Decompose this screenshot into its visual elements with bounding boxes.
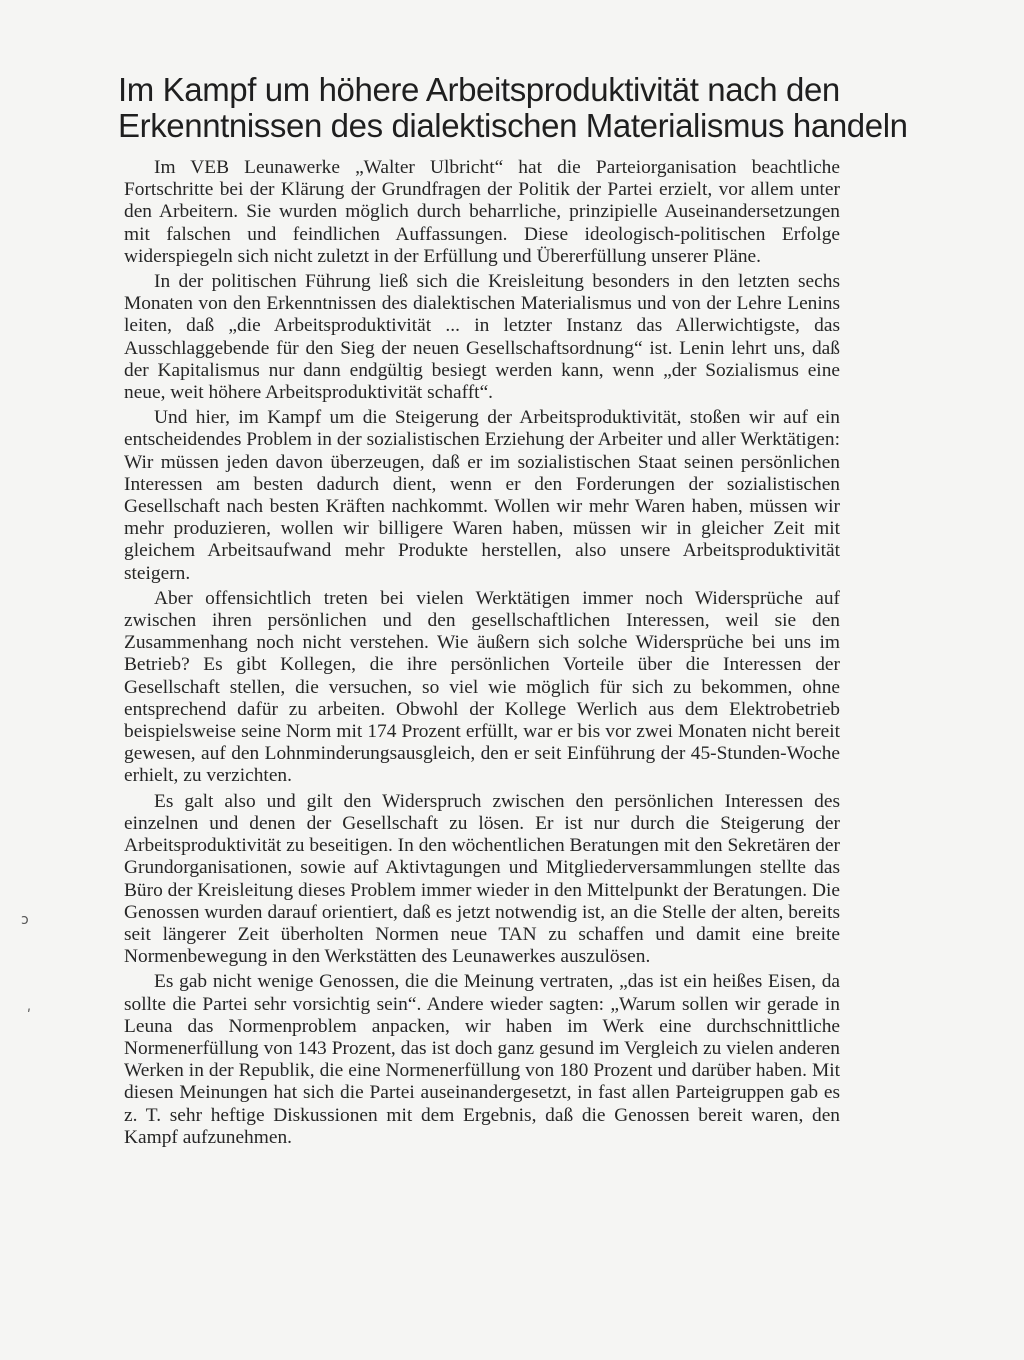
paragraph-2: In der politischen Führung ließ sich die Kreisleitung besonders in den letzten sechs Monaten von den Erkenntnissen des dialektischen Materialismus und von der Lehre Lenins leiten, daß „die Arbeitsproduktivität ... in letzter Instanz das Allerwichtigste, das Ausschlaggebende für den Sieg der neuen Gesellschaftsordnung“ ist. Lenin lehrt uns, daß der Kapitalismus nur dann endgültig besiegt werden kann, wenn „der Sozialismus eine neue, weit höhere Arbeitsproduktivität schafft“. <box>124 271 840 404</box>
title-line-1: Im Kampf um höhere Arbeitsproduktivität nach den <box>118 71 840 108</box>
page-title <box>118 71 908 144</box>
paragraph-6: Es gab nicht wenige Genossen, die die Meinung vertraten, „das ist ein heißes Eisen, da sollte die Partei sehr vorsichtig sein“. Andere wieder sagten: „Warum sollen wir gerade in Leuna das Normenproblem anpacken, wir haben im Werk eine durchschnittliche Normenerfüllung von 143 Prozent, das ist doch ganz gesund im Vergleich zu vielen anderen Werken in der Republik, die eine Normenerfüllung von 180 Prozent und darüber haben. Mit diesen Meinungen hat sich die Partei auseinandergesetzt, in fast allen Parteigruppen gab es z. T. sehr heftige Diskussionen mit dem Ergebnis, daß die Genossen bereit waren, den Kampf aufzunehmen. <box>124 971 840 1148</box>
paragraph-4: Aber offensichtlich treten bei vielen Werktätigen immer noch Widersprüche auf zwischen ihren persönlichen und den gesellschaftlichen Interessen, weil sie den Zusammenhang noch nicht verstehen. Wie äußern sich solche Widersprüche bei uns im Betrieb? Es gibt Kollegen, die ihre persönlichen Vorteile über die Interessen der Gesellschaft stellen, die versuchen, so viel wie möglich für sich zu bekommen, ohne entsprechend dafür zu arbeiten. Obwohl der Kollege Werlich aus dem Elektrobetrieb beispielsweise seine Norm mit 174 Prozent erfüllt, war er bis vor zwei Monaten nicht bereit gewesen, auf den Lohnminderungsausgleich, den er seit Einführung der 45-Stunden-Woche erhielt, zu verzichten. <box>124 587 840 787</box>
scan-mark-2: ʹ <box>27 1008 31 1024</box>
paragraph-3: Und hier, im Kampf um die Steigerung der Arbeitsproduktivität, stoßen wir auf ein entscheidendes Problem in der sozialistischen Erziehung der Arbeiter und aller Werktätigen: Wir müssen jeden davon überzeugen, daß er im sozialistischen Staat seinen persönlichen Interessen am besten dadurch dient, wenn er den Forderungen der sozialistischen Gesellschaft nach besten Kräften nachkommt. Wollen wir mehr Waren haben, müssen wir mehr produzieren, wollen wir billigere Waren haben, müssen wir in gleicher Zeit mit gleichem Arbeitsaufwand mehr Produkte herstellen, also unsere Arbeitsproduktivität steigern. <box>124 407 840 584</box>
paragraph-5: Es galt also und gilt den Widerspruch zwischen den persönlichen Interessen des einzelnen und denen der Gesellschaft zu lösen. Er ist nur durch die Steigerung der Arbeitsproduktivität zu beseitigen. In den wöchentlichen Beratungen mit den Sekretären der Grundorganisationen, sowie auf Aktivtagungen und Mitgliederversammlungen stellte das Büro der Kreisleitung dieses Problem immer wieder in den Mittelpunkt der Beratungen. Die Genossen wurden darauf orientiert, daß es jetzt notwendig ist, an die Stelle der alten, bereits seit längerer Zeit überholten Normen neue TAN zu schaffen und damit eine breite Normenbewegung in den Werkstätten des Leunawerkes auszulösen. <box>124 790 840 968</box>
paragraph-1: Im VEB Leunawerke „Walter Ulbricht“ hat die Parteiorganisation beachtliche Fortschritte bei der Klärung der Grundfragen der Politik der Partei erzielt, vor allem unter den Arbeitern. Sie wurden möglich durch beharrliche, prinzipielle Auseinandersetzungen mit falschen und feindlichen Auffassungen. Diese ideologisch-politischen Erfolge widerspiegeln sich nicht zuletzt in der Erfüllung und Übererfüllung unserer Pläne. <box>124 157 840 267</box>
article-body <box>124 157 840 1152</box>
title-line-2: Erkenntnissen des dialektischen Materialismus handeln <box>118 107 908 144</box>
scan-mark-1: ↄ <box>21 912 29 928</box>
